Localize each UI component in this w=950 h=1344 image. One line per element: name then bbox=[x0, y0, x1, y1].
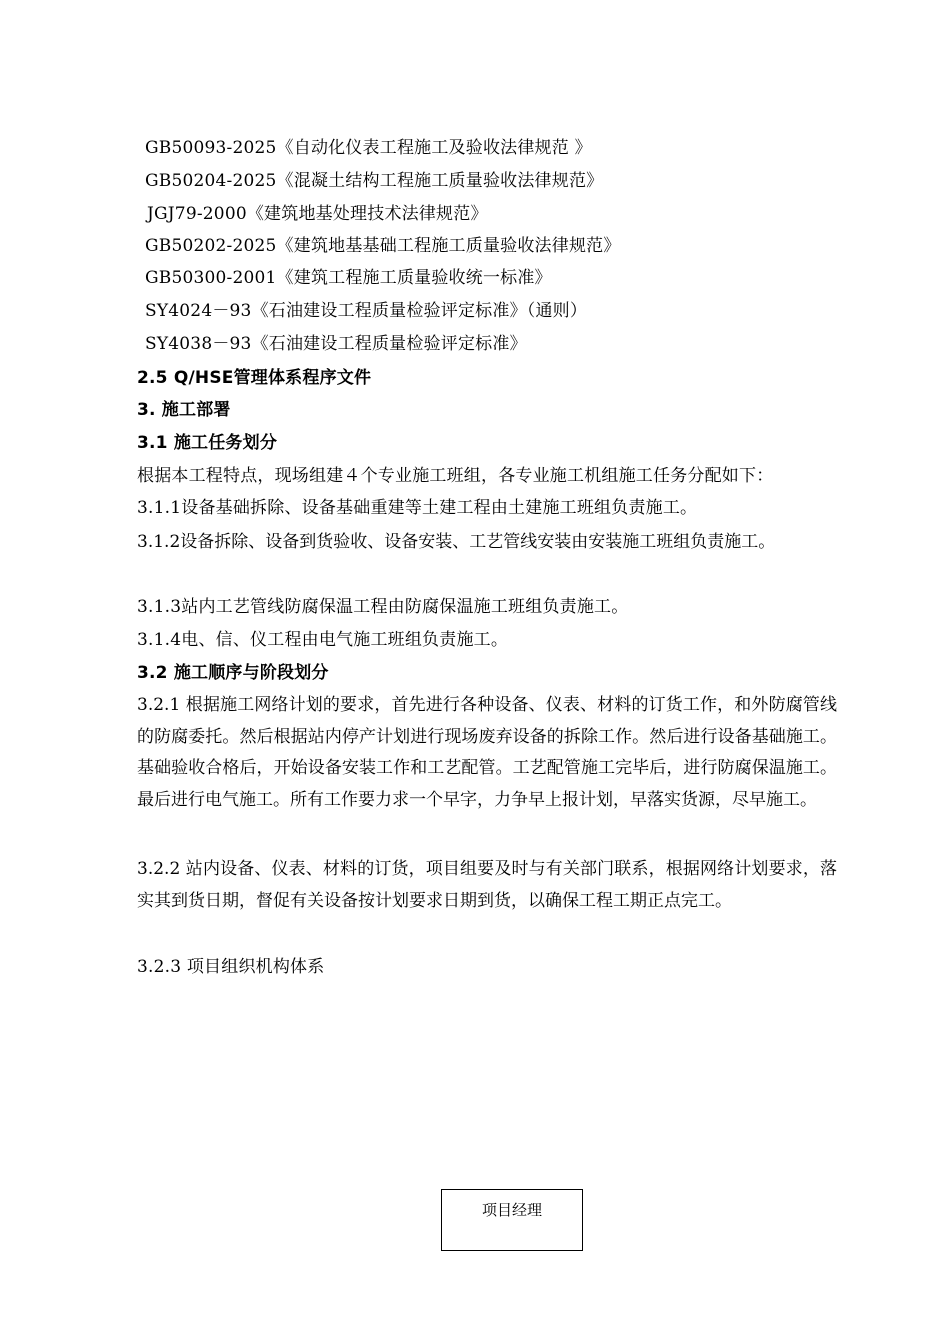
standard-item: GB50204-2025《混凝土结构工程施工质量验收法律规范》 bbox=[145, 171, 604, 191]
paragraph-3-2-3: 3.2.3 项目组织机构体系 bbox=[137, 957, 325, 977]
org-chart-box-project-manager bbox=[441, 1189, 583, 1251]
paragraph-3-1-1: 3.1.1设备基础拆除、设备基础重建等土建工程由土建施工班组负责施工。 bbox=[137, 498, 698, 518]
org-chart-box-label: 项目经理 bbox=[481, 1201, 542, 1219]
section-heading-3: 3. 施工部署 bbox=[137, 400, 231, 420]
standard-item: GB50300-2001《建筑工程施工质量验收统一标准》 bbox=[145, 268, 552, 288]
section-heading-3-2: 3.2 施工顺序与阶段划分 bbox=[137, 663, 329, 683]
standard-item: JGJ79-2000《建筑地基处理技术法律规范》 bbox=[147, 204, 488, 224]
section-heading-2-5: 2.5 Q/HSE管理体系程序文件 bbox=[137, 368, 372, 388]
paragraph-3-1-intro: 根据本工程特点，现场组建４个专业施工班组，各专业施工机组施工任务分配如下： bbox=[137, 466, 774, 486]
paragraph-3-1-3: 3.1.3站内工艺管线防腐保温工程由防腐保温施工班组负责施工。 bbox=[137, 597, 629, 617]
paragraph-3-1-2: 3.1.2设备拆除、设备到货验收、设备安装、工艺管线安装由安装施工班组负责施工。 bbox=[137, 532, 776, 552]
paragraph-3-2-2: 3.2.2 站内设备、仪表、材料的订货，项目组要及时与有关部门联系，根据网络计划要求，落实其到货日期，督促有关设备按计划要求日期到货，以确保工程工期正点完工。 bbox=[137, 859, 837, 911]
standard-item: SY4038－93《石油建设工程质量检验评定标准》 bbox=[145, 334, 527, 354]
section-heading-3-1: 3.1 施工任务划分 bbox=[137, 433, 278, 453]
standard-item: GB50093-2025《自动化仪表工程施工及验收法律规范 》 bbox=[145, 138, 592, 158]
paragraph-3-2-1: 3.2.1 根据施工网络计划的要求，首先进行各种设备、仪表、材料的订货工作，和外防腐管线的防腐委托。然后根据站内停产计划进行现场废弃设备的拆除工作。然后进行设备基础施工。基础验收合格后，开始设备安装工作和工艺配管。工艺配管施工完毕后，进行防腐保温施工。最后进行电气施工。所有工作要力求一个早字，力争早上报计划，早落实货源，尽早施工。 bbox=[137, 695, 837, 811]
standard-item: GB50202-2025《建筑地基基础工程施工质量验收法律规范》 bbox=[145, 236, 621, 256]
standard-item: SY4024－93《石油建设工程质量检验评定标准》（通则） bbox=[145, 301, 588, 321]
paragraph-3-1-4: 3.1.4电、信、仪工程由电气施工班组负责施工。 bbox=[137, 630, 509, 650]
